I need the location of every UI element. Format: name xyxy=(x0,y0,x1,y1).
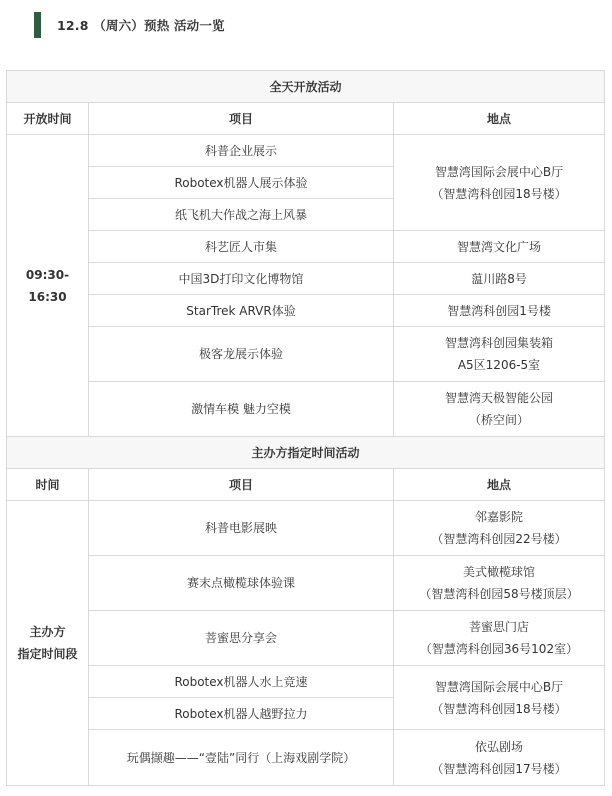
col-header-place: 地点 xyxy=(394,469,605,501)
section-heading xyxy=(34,12,225,38)
place-cell xyxy=(394,327,605,382)
col-header-time: 开放时间 xyxy=(7,103,89,135)
place-line: （智慧湾科创园17号楼） xyxy=(431,761,567,776)
table-row xyxy=(7,666,605,698)
section2-title: 主办方指定时间活动 xyxy=(7,437,605,469)
item-cell: 科艺匠人市集 xyxy=(89,231,394,263)
column-header-row xyxy=(7,103,605,135)
table-row xyxy=(7,135,605,167)
place-line: 美式橄榄球馆 xyxy=(463,565,536,579)
place-line: （桥空间） xyxy=(469,413,530,427)
col-header-place: 地点 xyxy=(394,103,605,135)
col-header-item: 项目 xyxy=(89,469,394,501)
place-cell: 智慧湾文化广场 xyxy=(394,231,605,263)
table-row xyxy=(7,556,605,611)
place-line: 邻嘉影院 xyxy=(475,510,524,524)
schedule-table xyxy=(6,70,605,786)
table-row xyxy=(7,501,605,556)
place-line: 依弘剧场 xyxy=(475,739,524,754)
item-cell: Robotex机器人水上竞速 xyxy=(89,666,394,698)
table-row xyxy=(7,730,605,786)
item-cell: 纸飞机大作战之海上风暴 xyxy=(89,199,394,231)
item-cell: StarTrek ARVR体验 xyxy=(89,295,394,327)
place-line: 智慧湾天极智能公园 xyxy=(445,391,554,405)
place-line: （智慧湾科创园22号楼） xyxy=(431,532,567,546)
item-cell: 极客龙展示体验 xyxy=(89,327,394,382)
place-cell: 智慧湾科创园1号楼 xyxy=(394,295,605,327)
place-cell xyxy=(394,730,605,786)
item-cell: Robotex机器人展示体验 xyxy=(89,167,394,199)
item-cell: 玩偶撷趣——“壹陆”同行（上海戏剧学院） xyxy=(89,730,394,786)
place-line: 智慧湾国际会展中心B厅 xyxy=(434,164,564,179)
col-header-item: 项目 xyxy=(89,103,394,135)
time-line: 16:30 xyxy=(28,289,67,304)
place-cell xyxy=(394,611,605,666)
time-cell xyxy=(7,135,89,437)
place-cell xyxy=(394,556,605,611)
place-line: （智慧湾科创园18号楼） xyxy=(431,186,567,201)
place-line: 智慧湾国际会展中心B厅 xyxy=(434,679,564,694)
table-row xyxy=(7,611,605,666)
section-title-row xyxy=(7,437,605,469)
heading-text: 12.8 （周六）预热 活动一览 xyxy=(57,18,225,33)
place-cell xyxy=(394,666,605,730)
item-cell: 科普企业展示 xyxy=(89,135,394,167)
place-line: （智慧湾科创园36号102室） xyxy=(419,642,579,656)
table-row xyxy=(7,295,605,327)
place-cell: 蕰川路8号 xyxy=(394,263,605,295)
section-title-row xyxy=(7,71,605,103)
table-row xyxy=(7,263,605,295)
item-cell: 中国3D打印文化博物馆 xyxy=(89,263,394,295)
column-header-row xyxy=(7,469,605,501)
time-line: 指定时间段 xyxy=(17,647,78,661)
section1-title: 全天开放活动 xyxy=(7,71,605,103)
table-row xyxy=(7,327,605,382)
time-line: 主办方 xyxy=(29,625,66,639)
place-line: A5区1206-5室 xyxy=(457,358,541,372)
table-row xyxy=(7,382,605,437)
heading-accent-bar xyxy=(34,12,41,38)
time-line: 09:30- xyxy=(25,267,70,282)
item-cell: 菩蜜思分享会 xyxy=(89,611,394,666)
place-line: （智慧湾科创园18号楼） xyxy=(431,701,567,716)
place-cell xyxy=(394,501,605,556)
time-cell xyxy=(7,501,89,786)
place-line: （智慧湾科创园58号楼顶层） xyxy=(419,587,579,601)
place-cell xyxy=(394,135,605,231)
place-line: 菩蜜思门店 xyxy=(469,620,530,634)
place-cell xyxy=(394,382,605,437)
item-cell: 赛末点橄榄球体验课 xyxy=(89,556,394,611)
col-header-time: 时间 xyxy=(7,469,89,501)
item-cell: 科普电影展映 xyxy=(89,501,394,556)
place-line: 智慧湾科创园集装箱 xyxy=(445,336,554,350)
item-cell: Robotex机器人越野拉力 xyxy=(89,698,394,730)
item-cell: 激情车模 魅力空模 xyxy=(89,382,394,437)
table-row xyxy=(7,231,605,263)
